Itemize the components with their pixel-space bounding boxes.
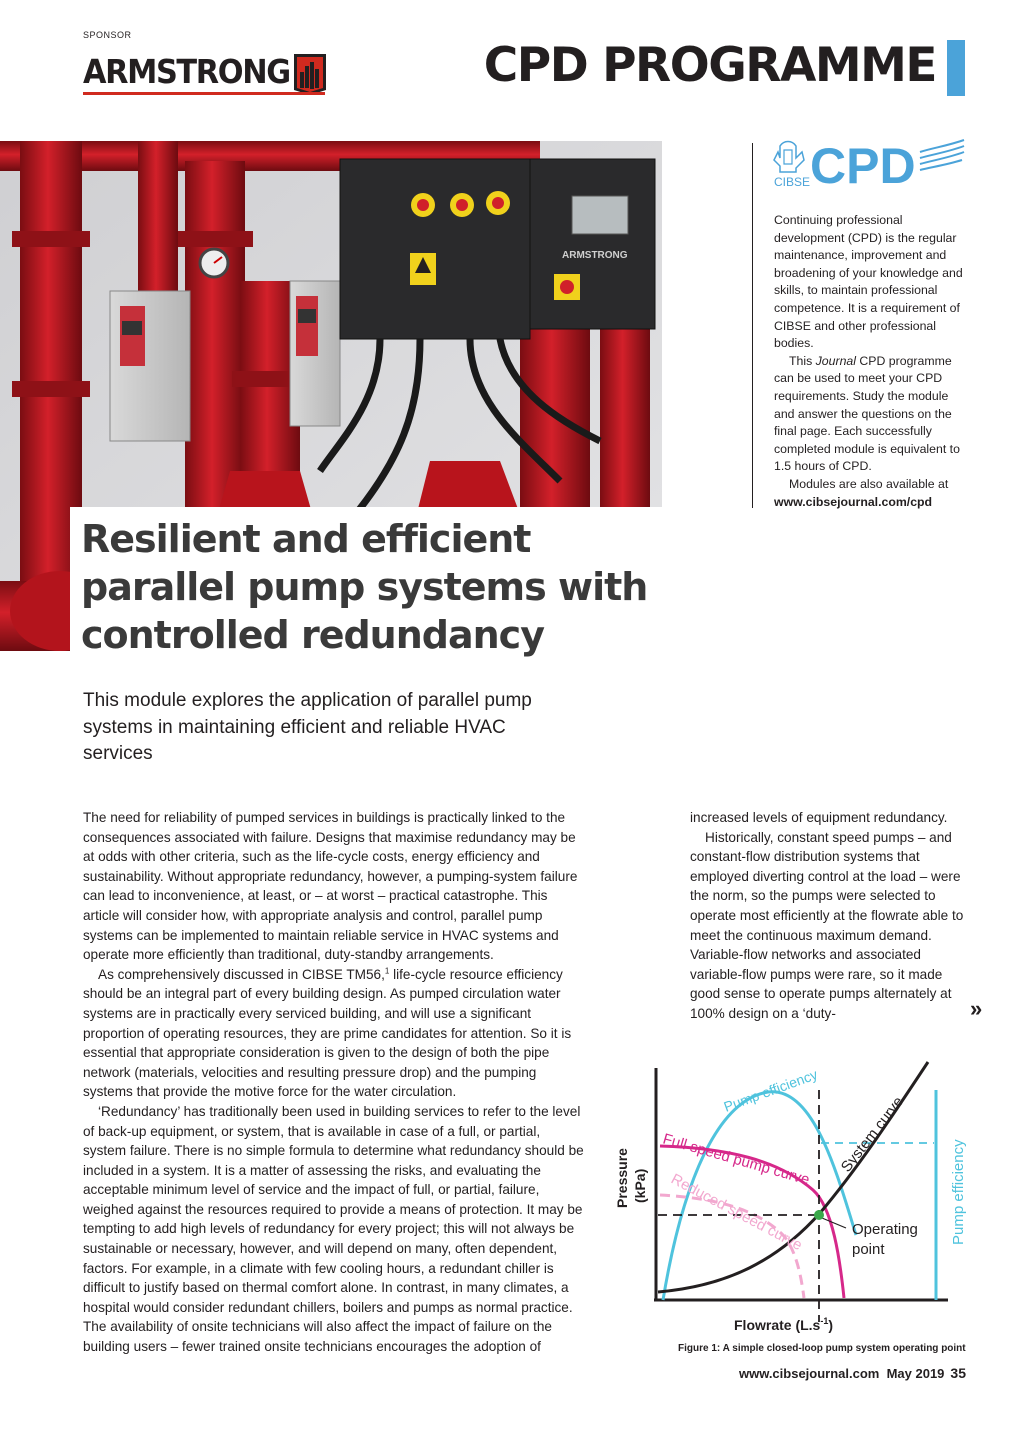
y-axis-label-line1: Pressure (614, 1148, 630, 1208)
figure-caption: Figure 1: A simple closed-loop pump system operating point (678, 1343, 966, 1354)
body-paragraph: increased levels of equipment redundancy. (690, 810, 948, 825)
cpd-swoosh-icon (920, 140, 964, 170)
pump-efficiency-axis-label: Pump efficiency (950, 1139, 967, 1245)
body-paragraph: As comprehensively discussed in CIBSE TM56,$^1$ life-cycle resource efficiency should be an integral part of every building design. As pumped circulation water systems are in practically every serviced building, and will use a significant proportion of operating resources, they are prime candidates for attention. So it is essential that appropriate consideration is given to the design of both the pipe network (materials, velocities and resulting pressure drop) and the pumping systems that provide the motive force for the water circulation. (83, 966, 572, 1100)
page-footer (739, 1365, 966, 1381)
body-column-left (83, 808, 586, 1357)
panel-brand-label: ARMSTRONG (562, 250, 628, 261)
cpd-logo-text: CPD (810, 138, 916, 192)
system-curve-label: System curve (837, 1093, 908, 1176)
cpd-url-link[interactable]: www.cibsejournal.com/cpd (774, 494, 933, 509)
armstrong-building-icon (291, 50, 329, 96)
pump-curve-figure (608, 1060, 988, 1345)
body-paragraph: The need for reliability of pumped services in buildings is practically linked to the consequences associated with failure. Designs that maximise redundancy may be at odds with other criteria, such as the life-cycle costs, energy efficiency and sustainability. Without appropriate redundancy, however, a pumping-system failure can lead to inconvenience, at least, or – at worst – practical catastrophe. This article will consider how, with appropriate analysis and control, parallel pump systems can be implemented to maintain reliable service in HVAC systems and operate more efficiently than traditional, duty-standby arrangements. (83, 810, 578, 963)
page-title: CPD PROGRAMME (483, 38, 936, 93)
standfirst: This module explores the application of parallel pump systems in maintaining efficient and reliable HVAC services (83, 690, 532, 764)
operating-point-label-line1: Operating (852, 1221, 918, 1238)
continue-arrow-icon: » (970, 996, 983, 1021)
cibse-logo-text: CIBSE (774, 175, 811, 189)
sponsor-label: SPONSOR (83, 30, 132, 40)
cpd-info-text (774, 212, 966, 511)
cibse-cpd-logo (772, 138, 967, 192)
y-axis-label-line2: (kPa) (632, 1168, 648, 1203)
body-column-right (690, 808, 965, 1024)
armstrong-logo (83, 46, 333, 98)
footer-url[interactable]: www.cibsejournal.com (738, 1366, 880, 1381)
cpd-divider (752, 143, 753, 508)
operating-point-label-line2: point (852, 1241, 885, 1258)
pump-efficiency-curve-label: Pump efficiency (721, 1066, 820, 1115)
cpd-info-p1: Continuing professional development (CPD) is the regular maintenance, improvement and broadening of your knowledge and skills, to maintain professional competence. It is a requirement of CIBSE and other professional bodies. (774, 213, 963, 351)
page-number: 35 (950, 1365, 966, 1381)
body-paragraph: Historically, constant speed pumps – and constant-flow distribution systems that employed diverting control at the load – were the norm, so the pumps were selected to operate most efficiently at the flowrate able to meet the continuous maximum demand. Variable-flow networks and associated variable-flow pumps were rare, so it made good sense to operate pumps alternately at 100% design on a ‘duty- (690, 829, 964, 1021)
operating-point-pointer (822, 1218, 846, 1228)
x-axis-label: Flowrate $(L.s^{-1})$ (734, 1316, 834, 1333)
title-accent-bar (947, 40, 965, 96)
cpd-info-p2: This Journal CPD programme can be used to meet your CPD requirements. Study the module and answer the questions on the final page. Each successfully completed module is equivalent to 1.5 hours of CPD. (774, 353, 960, 474)
operating-point-marker (814, 1210, 824, 1220)
footnote-ref: 1 (384, 966, 390, 976)
cpd-info-p3: Modules are also available at (789, 476, 949, 491)
logo-text: ARMSTRONG (83, 52, 290, 91)
reduced-speed-label: Reduced speed curve (668, 1170, 805, 1255)
article-title: Resilient and efficient parallel pump systems with controlled redundancy (81, 517, 648, 657)
full-speed-label: Full speed pump curve (660, 1130, 812, 1189)
footer-date: May 2019 (886, 1366, 945, 1381)
body-paragraph: ‘Redundancy’ has traditionally been used in building services to refer to the level of back-up equipment, or system, that is available in case of a full, or partial, system failure. There is no simple formula to determine what redundancy should be included in a system. It is a matter of assessing the risks, and evaluating the acceptable minimum level of service and the impact of full, or partial, failure, weighed against the resources required to provide a means of protection. It may be tempting to add high levels of redundancy for every project; this will not always be sustainable or necessary, however, and will depend on many, often dependent, factors. For example, in a climate with few cooling hours, a redundant chiller is difficult to justify based on thermal comfort alone. In contrast, in many climates, a hospital would consider redundant chillers, boilers and pumps as normal practice. The availability of onsite technicians will also affect the impact of failure on the building users – fewer trained onsite technicians encourages the adoption of (83, 1103, 584, 1355)
cibse-crest-icon (774, 142, 804, 173)
logo-underline (83, 92, 325, 95)
